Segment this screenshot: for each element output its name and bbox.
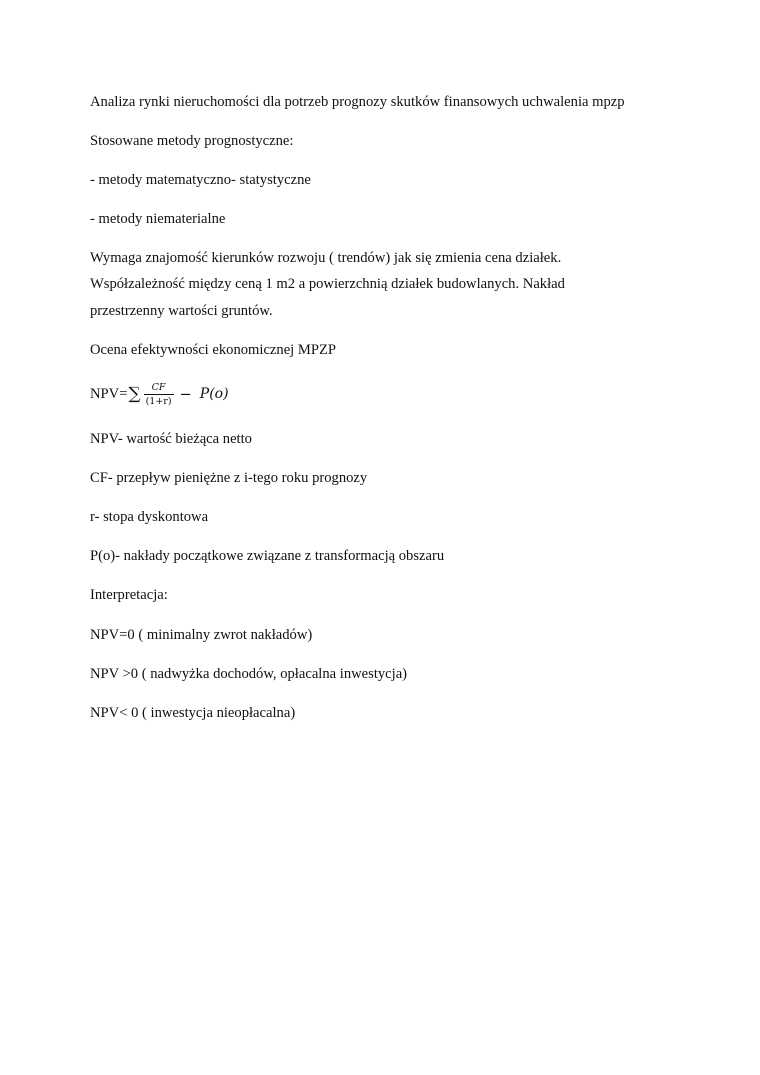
method-item-2: - metody niematerialne bbox=[90, 211, 226, 227]
formula-fraction bbox=[144, 382, 174, 407]
paragraph-line-2: Współzależność między ceną 1 m2 a powierzchnią działek budowlanych. Nakład bbox=[90, 276, 565, 292]
methods-heading: Stosowane metody prognostyczne: bbox=[90, 133, 294, 149]
interpretation-heading: Interpretacja: bbox=[90, 587, 168, 603]
paragraph-line-3: przestrzenny wartości gruntów. bbox=[90, 303, 273, 319]
formula-p-term: P(o) bbox=[199, 386, 229, 402]
definition-npv: NPV- wartość bieżąca netto bbox=[90, 431, 252, 447]
fraction-denominator: (1+r) bbox=[145, 395, 172, 407]
formula-lhs: NPV= bbox=[90, 385, 128, 402]
document-title-line: Analiza rynki nieruchomości dla potrzeb prognozy skutków finansowych uchwalenia mpzp bbox=[90, 94, 625, 110]
method-item-1: - metody matematyczno- statystyczne bbox=[90, 172, 311, 188]
fraction-numerator: CF bbox=[151, 381, 166, 393]
paragraph-line-1: Wymaga znajomość kierunków rozwoju ( trendów) jak się zmienia cena działek. bbox=[90, 250, 562, 266]
interpretation-positive: NPV >0 ( nadwyżka dochodów, opłacalna inwestycja) bbox=[90, 666, 408, 682]
formula-minus: − bbox=[179, 385, 192, 403]
fraction-bar bbox=[144, 394, 174, 395]
sigma-symbol: ∑ bbox=[128, 384, 141, 404]
interpretation-zero: NPV=0 ( minimalny zwrot nakładów) bbox=[90, 627, 313, 643]
definition-cf: CF- przepływ pieniężne z i-tego roku prognozy bbox=[90, 470, 368, 486]
npv-formula bbox=[90, 377, 229, 411]
ocena-heading: Ocena efektywności ekonomicznej MPZP bbox=[90, 342, 336, 358]
interpretation-negative: NPV< 0 ( inwestycja nieopłacalna) bbox=[90, 705, 296, 721]
definition-p: P(o)- nakłady początkowe związane z transformacją obszaru bbox=[90, 548, 445, 564]
definition-r: r- stopa dyskontowa bbox=[90, 509, 209, 525]
